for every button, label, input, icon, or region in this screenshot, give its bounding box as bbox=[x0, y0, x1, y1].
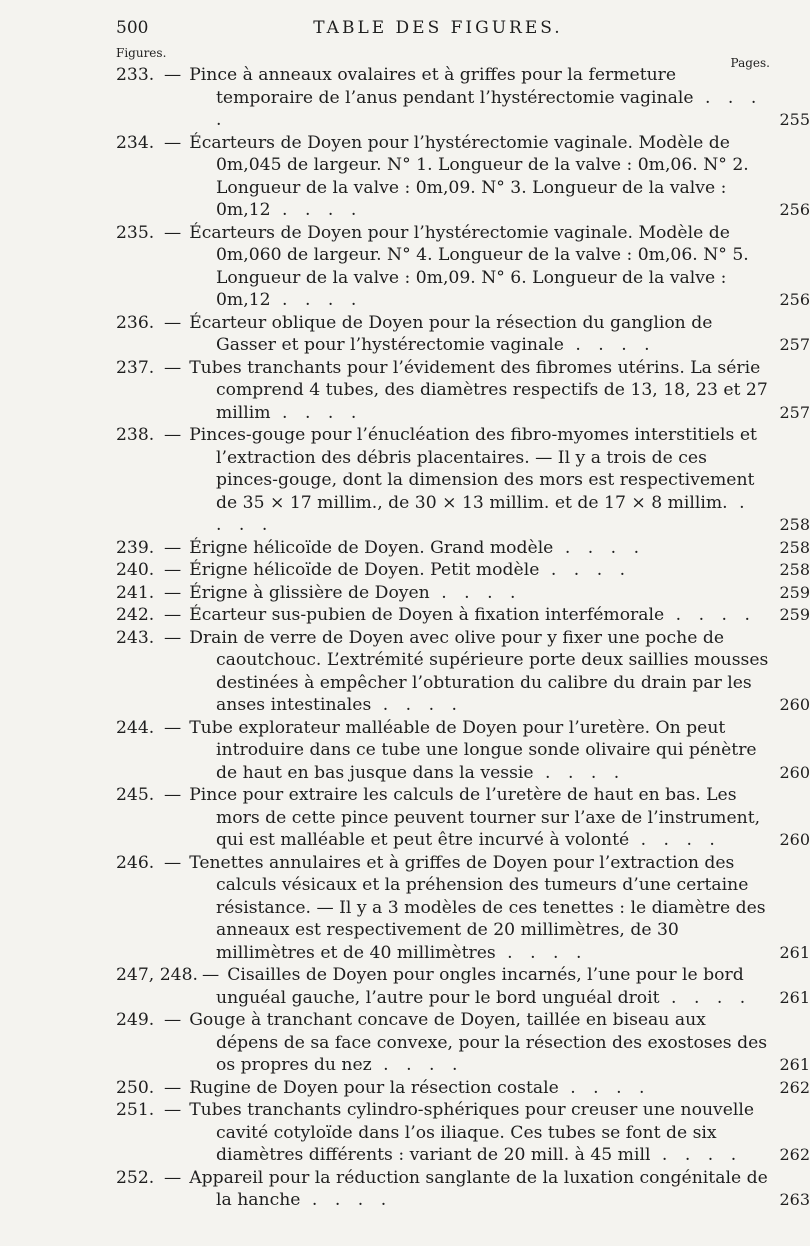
dash-separator: — bbox=[164, 425, 182, 445]
figure-entry bbox=[116, 604, 810, 627]
dot-leader: . . . . bbox=[270, 402, 363, 423]
figure-number: 246. bbox=[116, 852, 155, 873]
pages-column-label: Pages. bbox=[730, 56, 770, 70]
page-reference: 255 bbox=[779, 110, 810, 129]
figure-entry bbox=[116, 582, 810, 605]
figure-number: 249. bbox=[116, 1010, 155, 1030]
page-reference: 260 bbox=[779, 695, 810, 714]
page-reference: 261 bbox=[779, 987, 810, 1007]
figure-entry bbox=[116, 312, 810, 357]
dot-leader: . . . . bbox=[629, 830, 721, 850]
page-reference: 261 bbox=[779, 942, 810, 962]
dash-separator: — bbox=[164, 852, 182, 873]
dot-leader: . . . . bbox=[533, 762, 626, 783]
dot-leader: . . . . bbox=[216, 87, 763, 130]
figure-number: 252. bbox=[116, 1167, 155, 1188]
figure-list bbox=[116, 64, 810, 1212]
figure-entry-body bbox=[116, 852, 770, 965]
dot-leader: . . . . bbox=[495, 942, 588, 963]
figure-number: 251. bbox=[116, 1100, 155, 1120]
figure-entry-body bbox=[116, 222, 770, 312]
figure-caption: Tube explorateur malléable de Doyen pour l’uretère. On peut introduire dans ce tube une longue sonde olivaire qui pénètre de haut en bas jusque dans la vessie bbox=[189, 717, 757, 783]
figure-caption: Gouge à tranchant concave de Doyen, taillée en biseau aux dépens de sa face convexe, pour la résection des exostoses des os propres du nez bbox=[189, 1010, 768, 1075]
figure-number: 239. bbox=[116, 537, 155, 558]
dash-separator: — bbox=[164, 65, 182, 85]
figure-caption: Pince à anneaux ovalaires et à griffes pour la fermeture temporaire de l’anus pendant l’hystérectomie vaginale bbox=[189, 65, 694, 108]
dot-leader: . . . . bbox=[563, 335, 656, 355]
dash-separator: — bbox=[164, 560, 182, 580]
dot-leader: . . . . bbox=[270, 290, 363, 310]
figure-number: 245. bbox=[116, 785, 155, 805]
figure-entry bbox=[116, 537, 810, 560]
figure-entry-body bbox=[116, 627, 770, 717]
figure-entry-body bbox=[116, 312, 770, 357]
dot-leader: . . . . bbox=[558, 1077, 651, 1098]
dash-separator: — bbox=[164, 1077, 182, 1098]
dash-separator: — bbox=[164, 1167, 182, 1188]
dot-leader: . . . . bbox=[216, 492, 751, 535]
page-reference: 258 bbox=[779, 537, 810, 557]
dash-separator: — bbox=[164, 312, 182, 333]
figure-caption: Rugine de Doyen pour la résection costale bbox=[189, 1077, 559, 1098]
figure-caption: Tubes tranchants pour l’évidement des fibromes utérins. La série comprend 4 tubes, des diamètres respectifs de 13, 18, 23 et 27 millim bbox=[189, 357, 768, 423]
page-reference: 259 bbox=[779, 582, 810, 602]
page-reference: 263 bbox=[779, 1190, 810, 1209]
figure-entry bbox=[116, 964, 810, 1009]
dash-separator: — bbox=[164, 785, 182, 805]
dash-separator: — bbox=[164, 222, 182, 243]
page-reference: 261 bbox=[779, 1055, 810, 1074]
figure-entry bbox=[116, 627, 810, 717]
page-header bbox=[116, 14, 760, 44]
page-reference: 256 bbox=[779, 290, 810, 309]
figure-entry-body bbox=[116, 132, 770, 222]
dash-separator: — bbox=[164, 627, 182, 648]
page-reference: 262 bbox=[779, 1145, 810, 1164]
page-reference: 260 bbox=[779, 762, 810, 782]
figures-column-label: Figures. bbox=[116, 46, 167, 60]
dot-leader: . . . . bbox=[270, 200, 363, 220]
figure-caption: Érigne hélicoïde de Doyen. Petit modèle bbox=[189, 560, 540, 580]
dash-separator: — bbox=[164, 717, 182, 738]
dash-separator: — bbox=[202, 965, 220, 985]
dot-leader: . . . . bbox=[659, 987, 752, 1008]
figure-entry-body bbox=[116, 1099, 770, 1167]
page-reference: 257 bbox=[779, 402, 810, 422]
figure-entry-body bbox=[116, 357, 770, 425]
figure-caption: Pinces-gouge pour l’énucléation des fibro-myomes interstitiels et l’extraction des débris placentaires. — Il y a trois de ces pinces-gouge, dont la dimension des mors est respectivement de 35 × 17 millim., de 30 × 13 millim. et de 17 × 8 millim. bbox=[189, 425, 757, 513]
figure-entry bbox=[116, 852, 810, 965]
page-reference: 260 bbox=[779, 830, 810, 849]
figure-caption: Écarteur sus-pubien de Doyen à fixation interfémorale bbox=[189, 605, 665, 625]
dot-leader: . . . . bbox=[650, 1145, 743, 1165]
figure-entry-body bbox=[116, 1009, 770, 1077]
figure-number: 234. bbox=[116, 132, 155, 153]
figure-entry-body bbox=[116, 537, 770, 560]
figure-number: 242. bbox=[116, 605, 155, 625]
page-reference: 258 bbox=[779, 560, 810, 579]
dot-leader: . . . . bbox=[553, 537, 646, 558]
figure-caption: Écarteurs de Doyen pour l’hystérectomie vaginale. Modèle de 0m,045 de largeur. N° 1. Longueur de la valve : 0m,06. N° 2. Longueur de la valve : 0m,09. N° 3. Longueur de la valve : 0m,12 bbox=[189, 132, 749, 220]
page-reference: 262 bbox=[779, 1077, 810, 1097]
page-number: 500 bbox=[116, 18, 149, 38]
dash-separator: — bbox=[164, 1010, 182, 1030]
figure-caption: Érigne hélicoïde de Doyen. Grand modèle bbox=[189, 537, 554, 558]
figure-entry-body bbox=[116, 559, 770, 582]
figure-number: 233. bbox=[116, 65, 155, 85]
page-reference: 257 bbox=[779, 335, 810, 354]
dash-separator: — bbox=[164, 1100, 182, 1120]
figure-caption: Tubes tranchants cylindro-sphériques pour creuser une nouvelle cavité cotyloïde dans l’os iliaque. Ces tubes se font de six diamètres différents : variant de 20 mill. à 45 mill bbox=[189, 1100, 755, 1165]
figure-entry bbox=[116, 1099, 810, 1167]
figure-entry-body bbox=[116, 582, 770, 605]
figure-number: 247, 248. bbox=[116, 965, 199, 985]
figure-caption: Appareil pour la réduction sanglante de la luxation congénitale de la hanche bbox=[189, 1167, 768, 1210]
figure-number: 241. bbox=[116, 582, 155, 603]
figure-number: 238. bbox=[116, 425, 155, 445]
dot-leader: . . . . bbox=[300, 1190, 393, 1210]
figure-entry bbox=[116, 1077, 810, 1100]
figure-number: 244. bbox=[116, 717, 155, 738]
figure-entry bbox=[116, 222, 810, 312]
dash-separator: — bbox=[164, 357, 182, 378]
dash-separator: — bbox=[164, 605, 182, 625]
figure-caption: Pince pour extraire les calculs de l’uretère de haut en bas. Les mors de cette pince peuvent tourner sur l’axe de l’instrument, qui est malléable et peut être incurvé à volonté bbox=[189, 785, 761, 850]
dot-leader: . . . . bbox=[371, 1055, 464, 1075]
figure-entry bbox=[116, 357, 810, 425]
figure-caption: Érigne à glissière de Doyen bbox=[189, 582, 430, 603]
dash-separator: — bbox=[164, 132, 182, 153]
figure-entry-body bbox=[116, 424, 770, 537]
page-reference: 258 bbox=[779, 515, 810, 534]
figure-number: 240. bbox=[116, 560, 155, 580]
figure-number: 250. bbox=[116, 1077, 155, 1098]
figure-entry-body bbox=[116, 784, 770, 852]
running-title: TABLE DES FIGURES. bbox=[313, 18, 563, 38]
figure-entry bbox=[116, 424, 810, 537]
figure-entry-body bbox=[116, 717, 770, 785]
figure-number: 235. bbox=[116, 222, 155, 243]
dot-leader: . . . . bbox=[539, 560, 632, 580]
figure-entry bbox=[116, 559, 810, 582]
figure-entry-body bbox=[116, 964, 770, 1009]
figure-entry bbox=[116, 64, 810, 132]
figure-entry bbox=[116, 132, 810, 222]
figure-entry-body bbox=[116, 1077, 770, 1100]
figure-entry-body bbox=[116, 604, 770, 627]
figure-caption: Tenettes annulaires et à griffes de Doyen pour l’extraction des calculs vésicaux et la préhension des tumeurs d’une certaine résistance. — Il y a 3 modèles de ces tenettes : le diamètre des anneaux est respectivement de 20 millimètres, de 30 millimètres et de 40 millimètres bbox=[189, 852, 766, 963]
dot-leader: . . . . bbox=[429, 582, 522, 603]
figure-entry-body bbox=[116, 64, 770, 132]
page-reference: 256 bbox=[779, 200, 810, 219]
figure-entry-body bbox=[116, 1167, 770, 1212]
dash-separator: — bbox=[164, 582, 182, 603]
figure-caption: Cisailles de Doyen pour ongles incarnés, l’une pour le bord unguéal gauche, l’autre pour le bord unguéal droit bbox=[216, 965, 744, 1008]
page-reference: 259 bbox=[779, 605, 810, 624]
dot-leader: . . . . bbox=[371, 695, 463, 715]
figure-number: 243. bbox=[116, 627, 155, 648]
figure-number: 237. bbox=[116, 357, 155, 378]
dot-leader: . . . . bbox=[664, 605, 756, 625]
dash-separator: — bbox=[164, 537, 182, 558]
figure-entry bbox=[116, 1167, 810, 1212]
figure-caption: Écarteurs de Doyen pour l’hystérectomie vaginale. Modèle de 0m,060 de largeur. N° 4. Longueur de la valve : 0m,06. N° 5. Longueur de la valve : 0m,09. N° 6. Longueur de la valve : 0m,12 bbox=[189, 222, 749, 310]
figure-entry bbox=[116, 1009, 810, 1077]
figure-caption: Drain de verre de Doyen avec olive pour y fixer une poche de caoutchouc. L’extrémité supérieure porte deux saillies mousses destinées à empêcher l’obturation du calibre du drain par les anses intestinales bbox=[189, 627, 769, 715]
figure-caption: Écarteur oblique de Doyen pour la résection du ganglion de Gasser et pour l’hystérectomie vaginale bbox=[189, 312, 713, 355]
figure-number: 236. bbox=[116, 312, 155, 333]
figure-entry bbox=[116, 717, 810, 785]
figure-entry bbox=[116, 784, 810, 852]
